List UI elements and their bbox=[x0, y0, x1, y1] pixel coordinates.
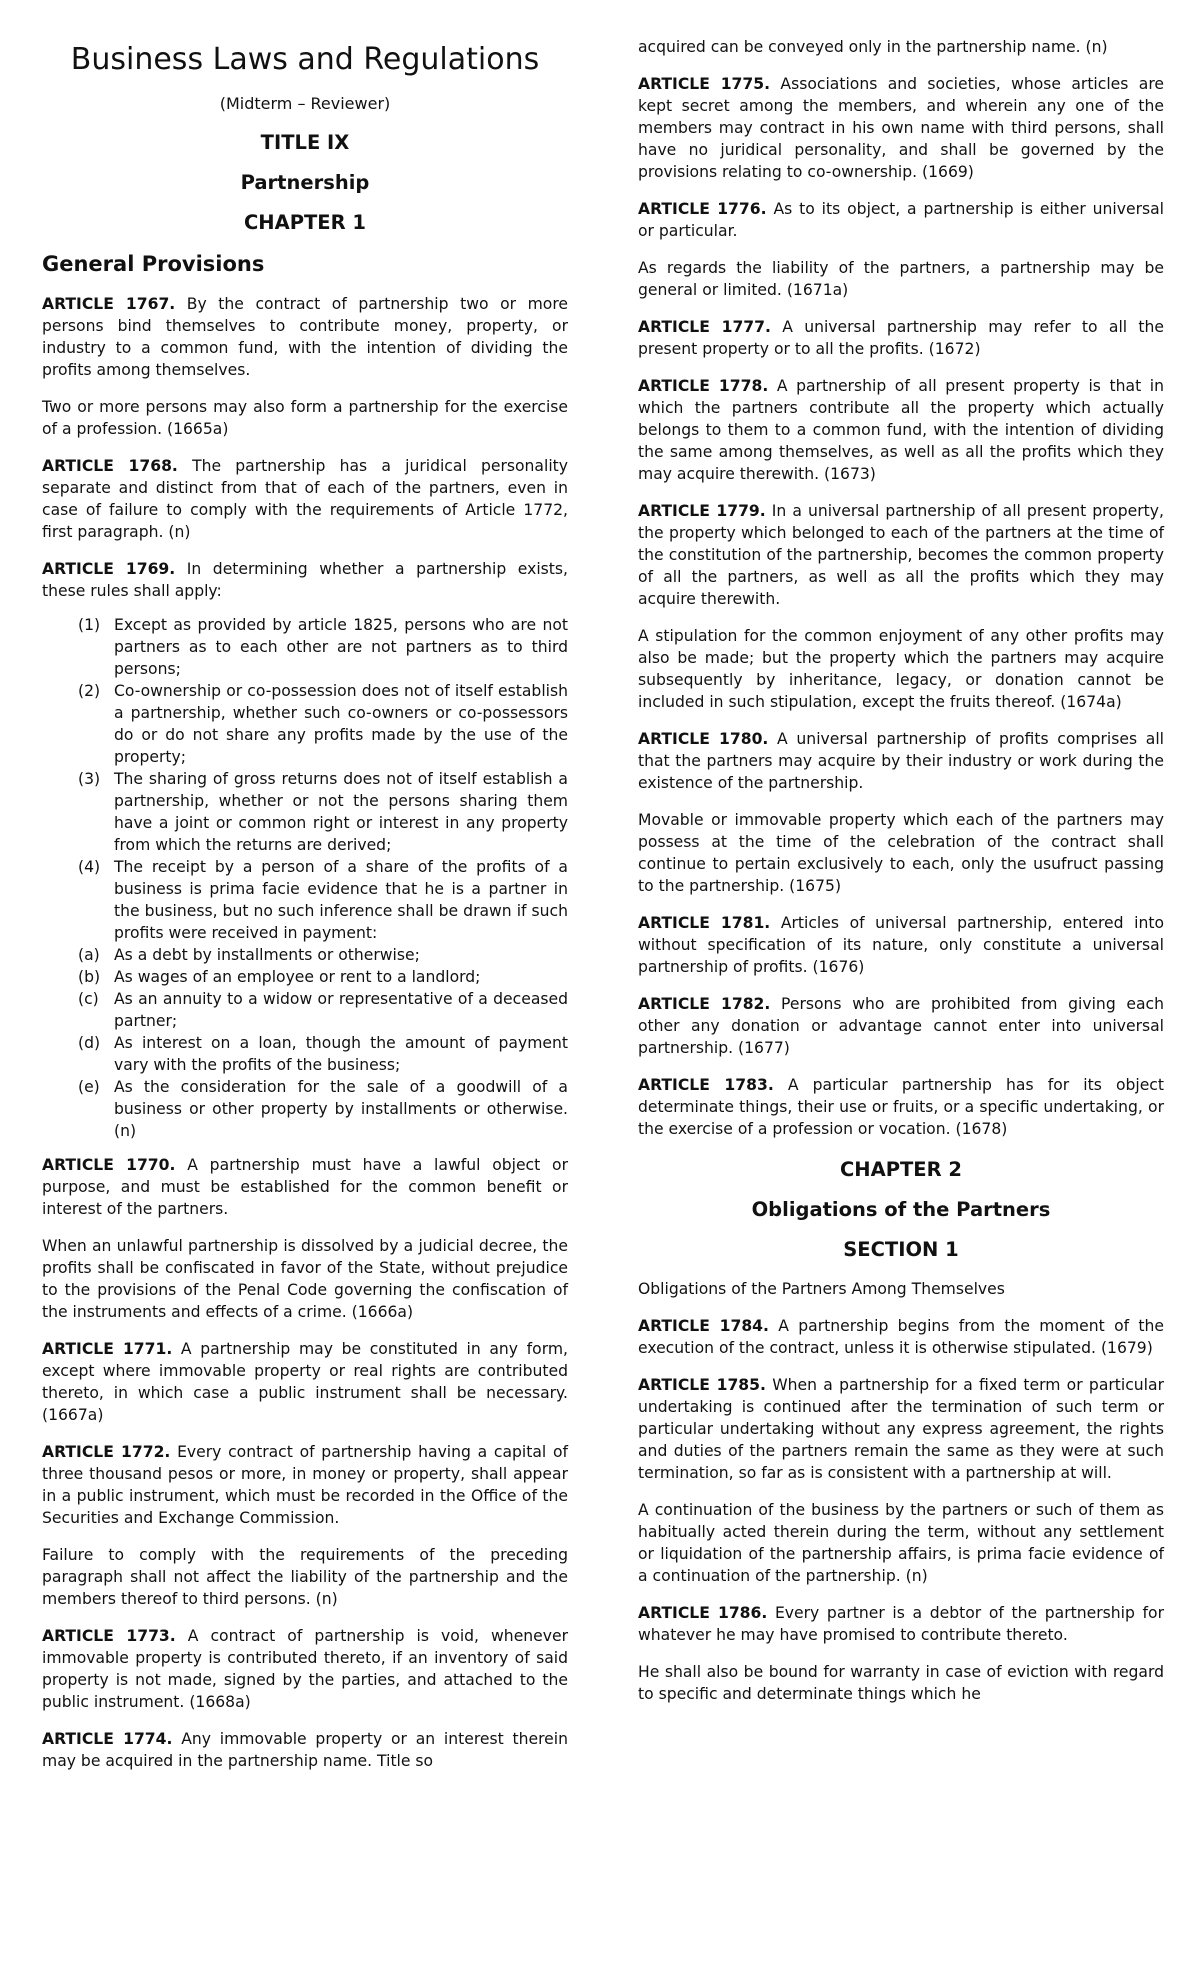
article-1773 bbox=[42, 1625, 568, 1713]
article-text: Every contract of partnership having a capital of three thousand pesos or more, in money or property, shall appear in a public instrument, which must be recorded in the Office of the Securities and Exchange Commission. bbox=[42, 1443, 568, 1527]
list-item-text: As wages of an employee or rent to a landlord; bbox=[114, 968, 481, 986]
chapter-1-heading: CHAPTER 1 bbox=[243, 211, 366, 234]
list-item bbox=[42, 1076, 568, 1142]
list-item-text: Co-ownership or co-possession does not of itself establish a partnership, whether such co-owners or co-possessors do or do not share any profits made by the use of the property; bbox=[114, 682, 568, 766]
article-label: ARTICLE 1773. bbox=[42, 1627, 176, 1645]
article-label: ARTICLE 1783. bbox=[638, 1076, 774, 1094]
list-item-number: (a) bbox=[78, 946, 100, 964]
article-1769 bbox=[42, 558, 568, 602]
article-label: ARTICLE 1784. bbox=[638, 1317, 769, 1335]
paragraph-1772b: Failure to comply with the requirements of the preceding paragraph shall not affect the liability of the partnership and the members thereof to third persons. (n) bbox=[42, 1546, 568, 1608]
general-provisions-heading: General Provisions bbox=[42, 252, 265, 276]
paragraph-1776b: As regards the liability of the partners, a partnership may be general or limited. (1671a) bbox=[638, 259, 1164, 299]
article-1776 bbox=[638, 198, 1164, 242]
article-text: A particular partnership has for its object determinate things, their use or fruits, or a specific undertaking, or the exercise of a profession or vocation. (1678) bbox=[638, 1076, 1164, 1138]
paragraph-1786b: He shall also be bound for warranty in case of eviction with regard to specific and determinate things which he bbox=[638, 1663, 1164, 1703]
article-text: A universal partnership may refer to all the present property or to all the profits. (1672) bbox=[638, 318, 1164, 358]
list-item-text: As interest on a loan, though the amount of payment vary with the profits of the business; bbox=[114, 1034, 568, 1074]
list-item bbox=[42, 856, 568, 944]
list-item-text: The sharing of gross returns does not of itself establish a partnership, whether or not the persons sharing them have a joint or common right or interest in any property from which the returns are derived; bbox=[114, 770, 568, 854]
list-item-number: (e) bbox=[78, 1078, 100, 1096]
list-item bbox=[42, 988, 568, 1032]
left-column bbox=[42, 36, 568, 1787]
article-1783 bbox=[638, 1074, 1164, 1140]
article-text: As to its object, a partnership is either universal or particular. bbox=[638, 200, 1164, 240]
paragraph-1774-continued: acquired can be conveyed only in the partnership name. (n) bbox=[638, 38, 1108, 56]
article-label: ARTICLE 1777. bbox=[638, 318, 771, 336]
article-1779 bbox=[638, 500, 1164, 610]
list-item bbox=[42, 680, 568, 768]
article-text: Persons who are prohibited from giving each other any donation or advantage cannot enter into universal partnership. (1677) bbox=[638, 995, 1164, 1057]
list-item-text: The receipt by a person of a share of the profits of a business is prima facie evidence that he is a partner in the business, but no such inference shall be drawn if such profits were received in payment: bbox=[114, 858, 568, 942]
right-column bbox=[638, 36, 1164, 1720]
article-1781 bbox=[638, 912, 1164, 978]
section-1-heading: SECTION 1 bbox=[843, 1238, 959, 1261]
article-1782 bbox=[638, 993, 1164, 1059]
article-text: The partnership has a juridical personality separate and distinct from that of each of the partners, even in case of failure to comply with the requirements of Article 1772, first paragraph. (n) bbox=[42, 457, 568, 541]
list-item-number: (b) bbox=[78, 968, 101, 986]
list-item bbox=[42, 614, 568, 680]
article-label: ARTICLE 1782. bbox=[638, 995, 771, 1013]
article-text: In a universal partnership of all present property, the property which belonged to each of the partners at the time of the constitution of the partnership, becomes the common property of all the partners, as well as all the profits which they may acquire therewith. bbox=[638, 502, 1164, 608]
article-text: When a partnership for a fixed term or particular undertaking is continued after the termination of such term or particular undertaking without any express agreement, the rights and duties of the partners remain the same as they were at such termination, so far as is consistent with a partnership at will. bbox=[638, 1376, 1164, 1482]
article-label: ARTICLE 1776. bbox=[638, 200, 767, 218]
article-1772 bbox=[42, 1441, 568, 1529]
article-label: ARTICLE 1767. bbox=[42, 295, 176, 313]
list-item-number: (d) bbox=[78, 1034, 101, 1052]
list-item-number: (c) bbox=[78, 990, 99, 1008]
article-label: ARTICLE 1772. bbox=[42, 1443, 171, 1461]
document-subtitle: (Midterm – Reviewer) bbox=[219, 94, 391, 113]
article-text: By the contract of partnership two or more persons bind themselves to contribute money, property, or industry to a common fund, with the intention of dividing the profits among themselves. bbox=[42, 295, 568, 379]
paragraph-1779b: A stipulation for the common enjoyment of any other profits may also be made; but the property which the partners may acquire subsequently by inheritance, legacy, or donation cannot be included in such stipulation, except the fruits thereof. (1674a) bbox=[638, 627, 1164, 711]
article-text: Every partner is a debtor of the partnership for whatever he may have promised to contribute thereto. bbox=[638, 1604, 1164, 1644]
list-item bbox=[42, 966, 568, 988]
article-label: ARTICLE 1771. bbox=[42, 1340, 173, 1358]
article-label: ARTICLE 1775. bbox=[638, 75, 771, 93]
list-item-text: Except as provided by article 1825, persons who are not partners as to each other are not partners as to third persons; bbox=[114, 616, 568, 678]
article-1784 bbox=[638, 1315, 1164, 1359]
list-item bbox=[42, 1032, 568, 1076]
article-1780 bbox=[638, 728, 1164, 794]
paragraph-1785b: A continuation of the business by the partners or such of them as habitually acted therein during the term, without any settlement or liquidation of the partnership affairs, is prima facie evidence of a continuation of the partnership. (n) bbox=[638, 1501, 1164, 1585]
article-1775 bbox=[638, 73, 1164, 183]
article-label: ARTICLE 1779. bbox=[638, 502, 766, 520]
article-label: ARTICLE 1770. bbox=[42, 1156, 176, 1174]
article-1770 bbox=[42, 1154, 568, 1220]
article-text: A partnership of all present property is that in which the partners contribute all the property which actually belongs to them to a common fund, with the intention of dividing the same among themselves, as well as all the profits which they may acquire therewith. (1673) bbox=[638, 377, 1164, 483]
article-label: ARTICLE 1768. bbox=[42, 457, 178, 475]
article-label: ARTICLE 1781. bbox=[638, 914, 771, 932]
list-item-text: As an annuity to a widow or representative of a deceased partner; bbox=[114, 990, 568, 1030]
article-text: Associations and societies, whose articles are kept secret among the members, and wherein any one of the members may contract in his own name with third persons, shall have no juridical personality, and shall be governed by the provisions relating to co-ownership. (1669) bbox=[638, 75, 1164, 181]
article-1768 bbox=[42, 455, 568, 543]
section-1-subheading: Obligations of the Partners Among Themselves bbox=[638, 1280, 1005, 1298]
article-text: Any immovable property or an interest therein may be acquired in the partnership name. Title so bbox=[42, 1730, 568, 1770]
list-item bbox=[42, 768, 568, 856]
article-label: ARTICLE 1780. bbox=[638, 730, 769, 748]
paragraph-1770b: When an unlawful partnership is dissolved by a judicial decree, the profits shall be confiscated in favor of the State, without prejudice to the provisions of the Penal Code governing the confiscation of the instruments and effects of a crime. (1666a) bbox=[42, 1237, 568, 1321]
article-text: A contract of partnership is void, whenever immovable property is contributed thereto, if an inventory of said property is not made, signed by the parties, and attached to the public instrument. (1668a) bbox=[42, 1627, 568, 1711]
article-label: ARTICLE 1786. bbox=[638, 1604, 768, 1622]
article-text: Articles of universal partnership, entered into without specification of its nature, only constitute a universal partnership of profits. (1676) bbox=[638, 914, 1164, 976]
document-title: Business Laws and Regulations bbox=[70, 42, 540, 77]
article-1778 bbox=[638, 375, 1164, 485]
list-item-number: (3) bbox=[78, 770, 101, 788]
list-item-text: As the consideration for the sale of a goodwill of a business or other property by installments or otherwise. (n) bbox=[114, 1078, 568, 1140]
rules-list bbox=[42, 614, 568, 1142]
title-heading: TITLE IX bbox=[260, 131, 350, 154]
obligations-heading: Obligations of the Partners bbox=[751, 1198, 1051, 1221]
article-1786 bbox=[638, 1602, 1164, 1646]
article-label: ARTICLE 1769. bbox=[42, 560, 176, 578]
article-1774 bbox=[42, 1728, 568, 1772]
list-item-text: As a debt by installments or otherwise; bbox=[114, 946, 420, 964]
list-item-number: (1) bbox=[78, 616, 101, 634]
article-text: A universal partnership of profits comprises all that the partners may acquire by their industry or work during the existence of the partnership. bbox=[638, 730, 1164, 792]
article-label: ARTICLE 1778. bbox=[638, 377, 769, 395]
partnership-heading: Partnership bbox=[240, 171, 370, 194]
article-label: ARTICLE 1774. bbox=[42, 1730, 173, 1748]
article-text: A partnership begins from the moment of the execution of the contract, unless it is otherwise stipulated. (1679) bbox=[638, 1317, 1165, 1357]
article-1771 bbox=[42, 1338, 568, 1426]
list-item-number: (4) bbox=[78, 858, 101, 876]
article-label: ARTICLE 1785. bbox=[638, 1376, 766, 1394]
article-1785 bbox=[638, 1374, 1164, 1484]
list-item-number: (2) bbox=[78, 682, 101, 700]
article-1777 bbox=[638, 316, 1164, 360]
article-1767 bbox=[42, 293, 568, 381]
chapter-2-heading: CHAPTER 2 bbox=[839, 1158, 962, 1181]
article-text: A partnership must have a lawful object or purpose, and must be established for the common benefit or interest of the partners. bbox=[42, 1156, 568, 1218]
paragraph-1780b: Movable or immovable property which each of the partners may possess at the time of the celebration of the contract shall continue to pertain exclusively to each, only the usufruct passing to the partnership. (1675) bbox=[638, 811, 1164, 895]
article-text: In determining whether a partnership exists, these rules shall apply: bbox=[42, 560, 568, 600]
article-text: A partnership may be constituted in any form, except where immovable property or real rights are contributed thereto, in which case a public instrument shall be necessary. (1667a) bbox=[42, 1340, 568, 1424]
paragraph-1767b: Two or more persons may also form a partnership for the exercise of a profession. (1665a) bbox=[42, 398, 568, 438]
list-item bbox=[42, 944, 568, 966]
